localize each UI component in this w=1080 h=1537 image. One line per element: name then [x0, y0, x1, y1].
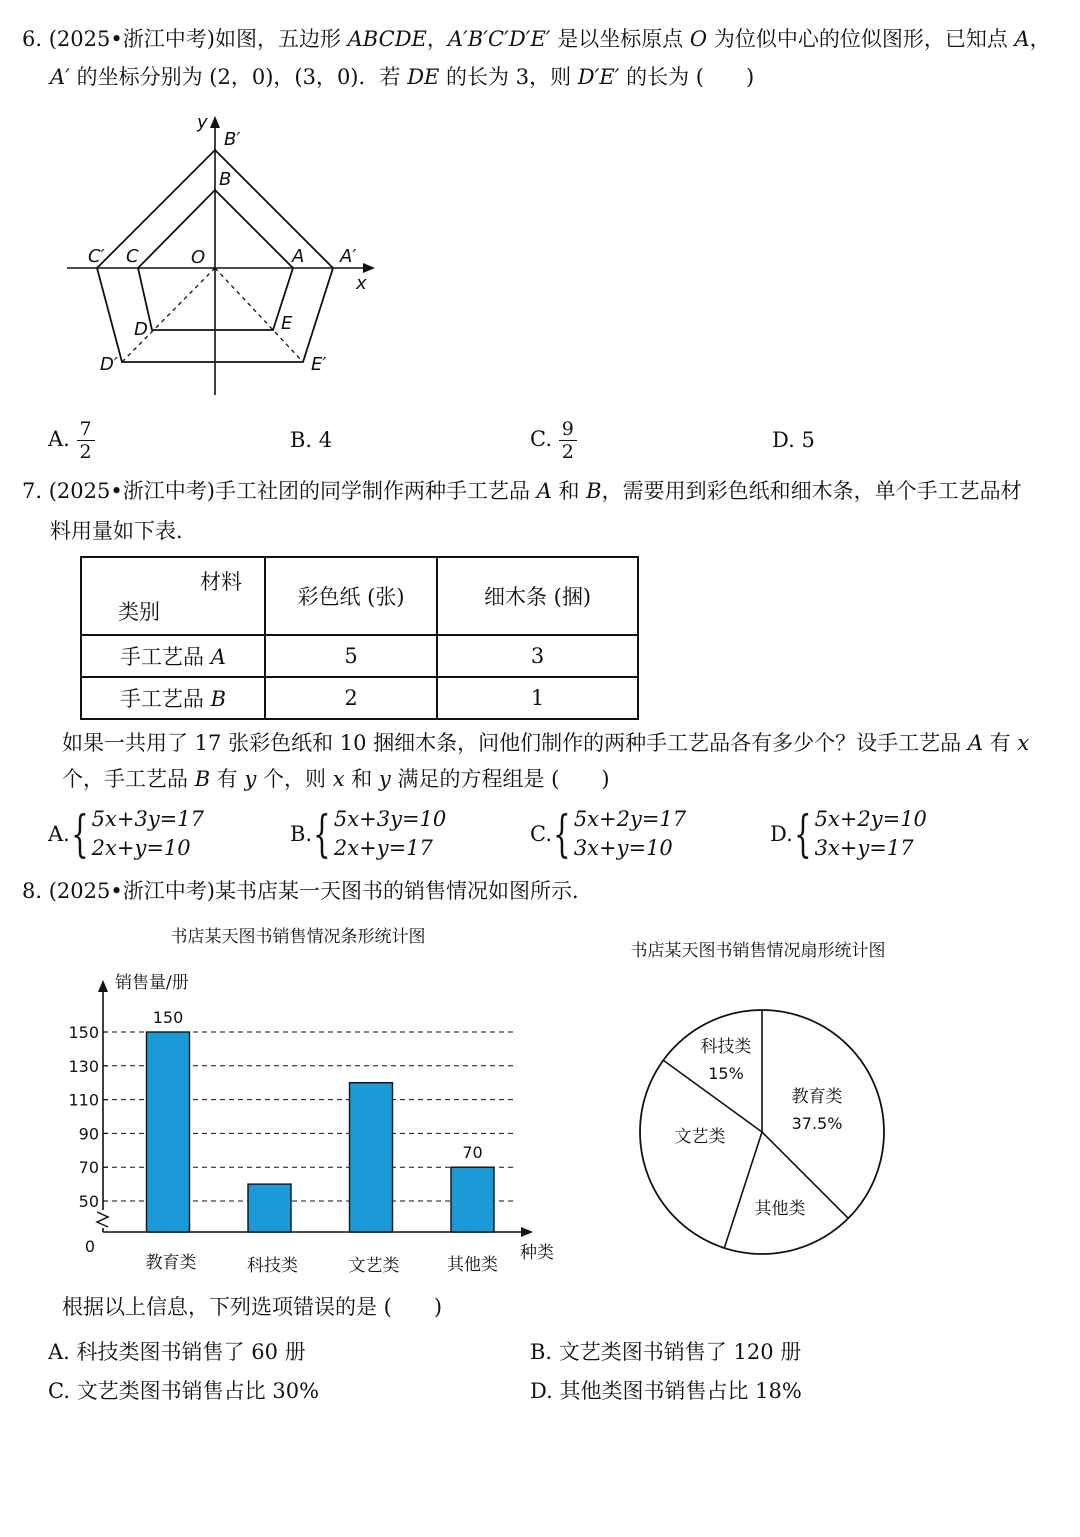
q7-line3: 如果一共用了 17 张彩色纸和 10 捆细木条，问他们制作的两种手工艺品各有多少个？设手工艺品 A 有 x: [62, 731, 1030, 755]
q7-line2: 料用量如下表．: [50, 519, 197, 543]
bar-chart-title: 书店某天图书销售情况条形统计图: [170, 927, 426, 947]
bar-data-label: 70: [462, 1143, 483, 1163]
option-label: C.: [48, 1379, 70, 1403]
bar: [350, 1083, 393, 1232]
q7-option-d[interactable]: [770, 805, 927, 863]
point-B1-label: B′: [224, 129, 241, 150]
pie-slice-label: 文艺类: [674, 1127, 726, 1147]
q6-var: A: [1014, 27, 1030, 51]
pie-slice-label: 教育类: [791, 1087, 843, 1107]
q6-var: ABCDE: [347, 27, 427, 51]
q6-text: 的长为 3，则: [439, 65, 578, 89]
q7-text: ，需要用到彩色纸和细木条，单个手工艺品材: [601, 479, 1022, 503]
q8-option-a[interactable]: [48, 1336, 306, 1366]
q6-text: 如图，五边形: [214, 27, 348, 51]
q6-option-a[interactable]: [48, 418, 95, 463]
y-axis-label: y: [197, 112, 208, 133]
y-axis-arrow: [210, 116, 220, 128]
point-A-label: A: [292, 246, 305, 267]
q6-text: ，: [1029, 27, 1051, 51]
q7-var: B: [586, 479, 602, 503]
option-label: A.: [48, 427, 70, 451]
q6-option-b[interactable]: [290, 428, 332, 452]
bar-chart: [60, 915, 580, 1295]
point-O-label: O: [191, 247, 206, 268]
pie-chart: [600, 930, 920, 1260]
materials-table: [80, 556, 639, 720]
option-label: D.: [770, 822, 793, 846]
option-label: B.: [290, 822, 313, 846]
pie-slice-label: 科技类: [700, 1037, 752, 1057]
equation: 3x+y=10: [573, 836, 673, 860]
q7-line4: 个，手工艺品 B 有 y 个，则 x 和 y 满足的方程组是 ( ): [62, 767, 610, 791]
equation: 2x+y=17: [333, 836, 433, 860]
q8-question: 根据以上信息，下列选项错误的是 ( ): [62, 1295, 443, 1319]
q7-number: 7.: [22, 479, 43, 503]
option-label: A.: [48, 1340, 70, 1364]
y-tick-label: 50: [78, 1192, 99, 1211]
table-header: 细木条 (捆): [437, 557, 638, 635]
q6-line2: [50, 58, 754, 96]
equation: 5x+3y=17: [91, 807, 204, 831]
corner-top-label: 材料: [200, 570, 242, 594]
option-label: B.: [290, 428, 313, 452]
y-tick-label: 0: [84, 1237, 95, 1256]
y-tick-label: 110: [68, 1090, 99, 1110]
equation: 5x+2y=10: [814, 807, 927, 831]
q6-var: O: [689, 27, 708, 51]
point-E-label: E: [281, 313, 293, 334]
bar: [147, 1032, 190, 1232]
equation: 5x+3y=10: [333, 807, 447, 831]
x-axis-arrow: [363, 263, 375, 273]
q7-text: 手工社团的同学制作两种手工艺品: [214, 479, 537, 503]
option-text: 4: [318, 428, 333, 452]
q7-text: 和: [551, 479, 587, 503]
q6-line1: [22, 20, 1051, 58]
x-tick-label: 其他类: [447, 1255, 498, 1275]
option-label: D.: [530, 1379, 553, 1403]
corner-bottom-label: 类别: [118, 600, 160, 624]
table-cell: 1: [437, 677, 638, 719]
x-tick-label: 科技类: [247, 1256, 298, 1276]
point-B-label: B: [219, 169, 232, 190]
q8-text: 某书店某一天图书的销售情况如图所示．: [214, 879, 593, 903]
y-axis-arrow: [98, 980, 108, 992]
q6-var: DE: [407, 65, 440, 89]
brace-icon: {: [553, 805, 571, 863]
table-cell: 5: [265, 635, 437, 677]
table-cell: 手工艺品 B: [81, 677, 265, 719]
q6-text: 的坐标分别为 (2，0)，(3，0)．若: [69, 65, 408, 89]
equation: 5x+2y=17: [573, 807, 687, 831]
q7-var: A: [536, 479, 552, 503]
q6-text: 为位似中心的位似图形，已知点: [707, 27, 1015, 51]
q7-option-c[interactable]: [530, 805, 686, 863]
table-corner-cell: [81, 557, 265, 635]
q8-line1: [22, 872, 593, 910]
x-axis-arrow: [521, 1227, 533, 1237]
equation: 2x+y=10: [91, 836, 191, 860]
pie-slice-label: 其他类: [754, 1199, 806, 1219]
x-axis-title: 种类: [520, 1243, 554, 1263]
point-D1-label: D′: [100, 354, 118, 375]
q6-text: ，: [426, 27, 448, 51]
option-label: A.: [48, 822, 70, 846]
point-C-label: C: [126, 246, 139, 267]
pie-slice-percent: 15%: [708, 1064, 744, 1083]
pie-chart-title: 书店某天图书销售情况扇形统计图: [630, 941, 886, 961]
table-cell: 手工艺品 A: [81, 635, 265, 677]
bar: [248, 1184, 291, 1232]
option-text: 其他类图书销售占比 18%: [559, 1379, 802, 1403]
point-E1-label: E′: [311, 354, 327, 375]
axis-break-icon: [97, 1212, 108, 1227]
q8-option-d[interactable]: [530, 1375, 802, 1405]
table-row: [81, 677, 638, 719]
q8-number: 8.: [22, 879, 43, 903]
q6-number: 6.: [22, 27, 43, 51]
q6-option-c[interactable]: [530, 418, 577, 463]
q8-option-b[interactable]: [530, 1336, 801, 1366]
equation: 3x+y=17: [814, 836, 914, 860]
y-tick-label: 150: [68, 1023, 99, 1042]
q7-option-a[interactable]: [48, 805, 204, 863]
pentagon-figure: [60, 105, 390, 405]
x-axis-label: x: [356, 273, 367, 294]
table-header: 彩色纸 (张): [265, 557, 437, 635]
option-label: C.: [530, 822, 552, 846]
brace-icon: {: [71, 805, 89, 863]
brace-icon: {: [793, 805, 812, 863]
option-text: 5: [801, 428, 815, 452]
q6-source: (2025•浙江中考): [48, 27, 215, 51]
option-label: B.: [530, 1340, 553, 1364]
point-D-label: D: [134, 319, 148, 340]
q7-line1: [22, 472, 1022, 510]
option-label: D.: [772, 428, 795, 452]
option-text: 科技类图书销售了 60 册: [76, 1340, 306, 1364]
ray-OD: [122, 268, 215, 362]
point-A1-label: A′: [340, 246, 357, 267]
q7-option-b[interactable]: [290, 805, 446, 863]
brace-icon: {: [313, 805, 331, 863]
q6-text: 的长为 ( ): [619, 65, 755, 89]
fraction: $\frac{9}{2}$: [559, 418, 577, 463]
q8-source: (2025•浙江中考): [48, 879, 215, 903]
q8-option-c[interactable]: [48, 1375, 319, 1405]
fraction: $\frac{7}{2}$: [77, 418, 95, 463]
y-axis-title: 销售量/册: [115, 973, 189, 993]
q6-var: A′B′C′D′E′: [447, 27, 551, 51]
table-cell: 3: [437, 635, 638, 677]
y-tick-label: 70: [78, 1158, 99, 1178]
q6-var: D′E′: [577, 65, 620, 89]
y-tick-label: 130: [68, 1056, 99, 1076]
option-label: C.: [530, 427, 552, 451]
bar: [451, 1167, 494, 1232]
bar-data-label: 150: [152, 1008, 184, 1027]
point-C1-label: C′: [88, 246, 105, 267]
option-text: 文艺类图书销售占比 30%: [76, 1379, 320, 1403]
table-cell: 2: [265, 677, 437, 719]
q6-text: 是以坐标原点: [550, 27, 690, 51]
pie-slice-percent: 37.5%: [791, 1114, 843, 1133]
x-tick-label: 教育类: [145, 1253, 197, 1273]
y-tick-label: 90: [78, 1124, 99, 1144]
q6-var: A′: [50, 65, 70, 89]
option-text: 文艺类图书销售了 120 册: [558, 1340, 802, 1364]
q7-source: (2025•浙江中考): [48, 479, 215, 503]
x-tick-label: 文艺类: [348, 1256, 400, 1276]
table-row: [81, 635, 638, 677]
q6-option-d[interactable]: [772, 428, 815, 452]
